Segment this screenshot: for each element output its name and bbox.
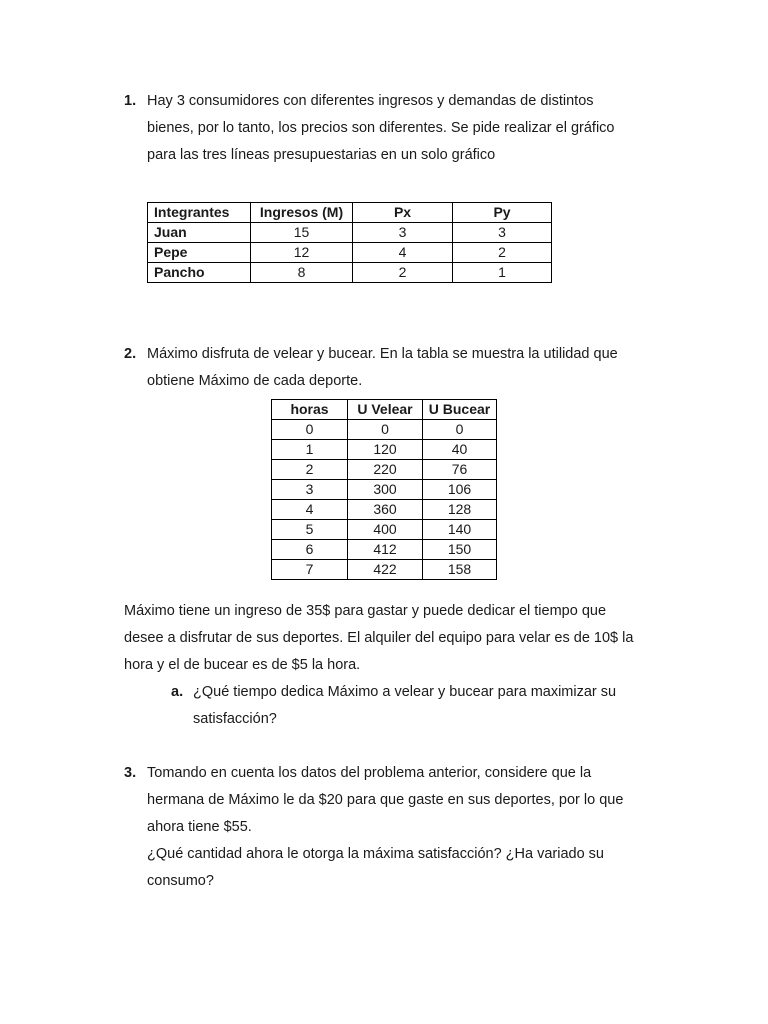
table-cell: 1: [272, 440, 348, 460]
question-2-line: Máximo disfruta de velear y bucear. En la tabla se muestra la utilidad que: [147, 346, 618, 362]
income-price-table: [147, 202, 552, 283]
table-cell: 412: [348, 540, 423, 560]
table-cell: 76: [423, 460, 497, 480]
table-cell: 4: [353, 243, 453, 263]
question-2-paragraph: [124, 598, 633, 679]
table-cell: 158: [423, 560, 497, 580]
table-cell: 5: [272, 520, 348, 540]
table-cell: 120: [348, 440, 423, 460]
question-2-text: [147, 341, 618, 395]
table-row: [148, 243, 552, 263]
table-cell: 1: [453, 263, 552, 283]
column-header: Px: [353, 203, 453, 223]
paragraph-line: Máximo tiene un ingreso de 35$ para gastar y puede dedicar el tiempo que: [124, 603, 607, 619]
table-cell: Juan: [148, 223, 251, 243]
question-3-line: Tomando en cuenta los datos del problema anterior, considere que la: [147, 765, 592, 781]
table-cell: 140: [423, 520, 497, 540]
paragraph-line: hora y el de bucear es de $5 la hora.: [124, 657, 361, 673]
table-cell: Pepe: [148, 243, 251, 263]
table-cell: 0: [423, 420, 497, 440]
table-cell: 12: [251, 243, 353, 263]
table-cell: 7: [272, 560, 348, 580]
table-cell: 2: [272, 460, 348, 480]
utility-table: [271, 399, 497, 580]
table-header-row: [272, 400, 497, 420]
subquestion-a-text: [193, 679, 616, 733]
table-cell: 6: [272, 540, 348, 560]
table-cell: 128: [423, 500, 497, 520]
table-cell: 40: [423, 440, 497, 460]
subquestion-line: satisfacción?: [193, 711, 277, 727]
column-header: Ingresos (M): [251, 203, 353, 223]
question-3-line: ahora tiene $55.: [147, 819, 252, 835]
table-row: [148, 263, 552, 283]
question-1-line: bienes, por lo tanto, los precios son diferentes. Se pide realizar el gráfico: [147, 120, 615, 136]
table-cell: 0: [348, 420, 423, 440]
table-cell: 8: [251, 263, 353, 283]
column-header: Integrantes: [148, 203, 251, 223]
table-row: [272, 540, 497, 560]
table-cell: 106: [423, 480, 497, 500]
table-cell: 15: [251, 223, 353, 243]
table-row: [272, 460, 497, 480]
table-cell: 422: [348, 560, 423, 580]
table-cell: 220: [348, 460, 423, 480]
question-3-text: [147, 760, 623, 895]
question-2-line: obtiene Máximo de cada deporte.: [147, 373, 363, 389]
table-cell: 4: [272, 500, 348, 520]
column-header: horas: [272, 400, 348, 420]
question-3-line: hermana de Máximo le da $20 para que gaste en sus deportes, por lo que: [147, 792, 624, 808]
table-cell: 150: [423, 540, 497, 560]
table-cell: 400: [348, 520, 423, 540]
column-header: U Bucear: [423, 400, 497, 420]
table-cell: 300: [348, 480, 423, 500]
table-cell: 3: [453, 223, 552, 243]
paragraph-line: desee a disfrutar de sus deportes. El alquiler del equipo para velar es de 10$ la: [124, 630, 634, 646]
question-1-number: 1.: [124, 93, 137, 109]
subquestion-a-letter: a.: [171, 684, 184, 700]
question-3-line: consumo?: [147, 873, 214, 889]
table-row: [272, 480, 497, 500]
table-row: [272, 420, 497, 440]
table-cell: 360: [348, 500, 423, 520]
table-row: [272, 520, 497, 540]
question-2-number: 2.: [124, 346, 137, 362]
column-header: U Velear: [348, 400, 423, 420]
question-1-line: Hay 3 consumidores con diferentes ingresos y demandas de distintos: [147, 93, 594, 109]
column-header: Py: [453, 203, 552, 223]
table-row: [148, 223, 552, 243]
table-cell: 2: [353, 263, 453, 283]
table-row: [272, 560, 497, 580]
question-1-text: [147, 88, 614, 169]
table-cell: 3: [272, 480, 348, 500]
table-header-row: [148, 203, 552, 223]
question-3-number: 3.: [124, 765, 137, 781]
question-3-line: ¿Qué cantidad ahora le otorga la máxima satisfacción? ¿Ha variado su: [147, 846, 604, 862]
table-cell: 0: [272, 420, 348, 440]
subquestion-line: ¿Qué tiempo dedica Máximo a velear y bucear para maximizar su: [193, 684, 617, 700]
table-row: [272, 500, 497, 520]
table-cell: 2: [453, 243, 552, 263]
table-cell: 3: [353, 223, 453, 243]
table-cell: Pancho: [148, 263, 251, 283]
question-1-line: para las tres líneas presupuestarias en un solo gráfico: [147, 147, 496, 163]
table-row: [272, 440, 497, 460]
